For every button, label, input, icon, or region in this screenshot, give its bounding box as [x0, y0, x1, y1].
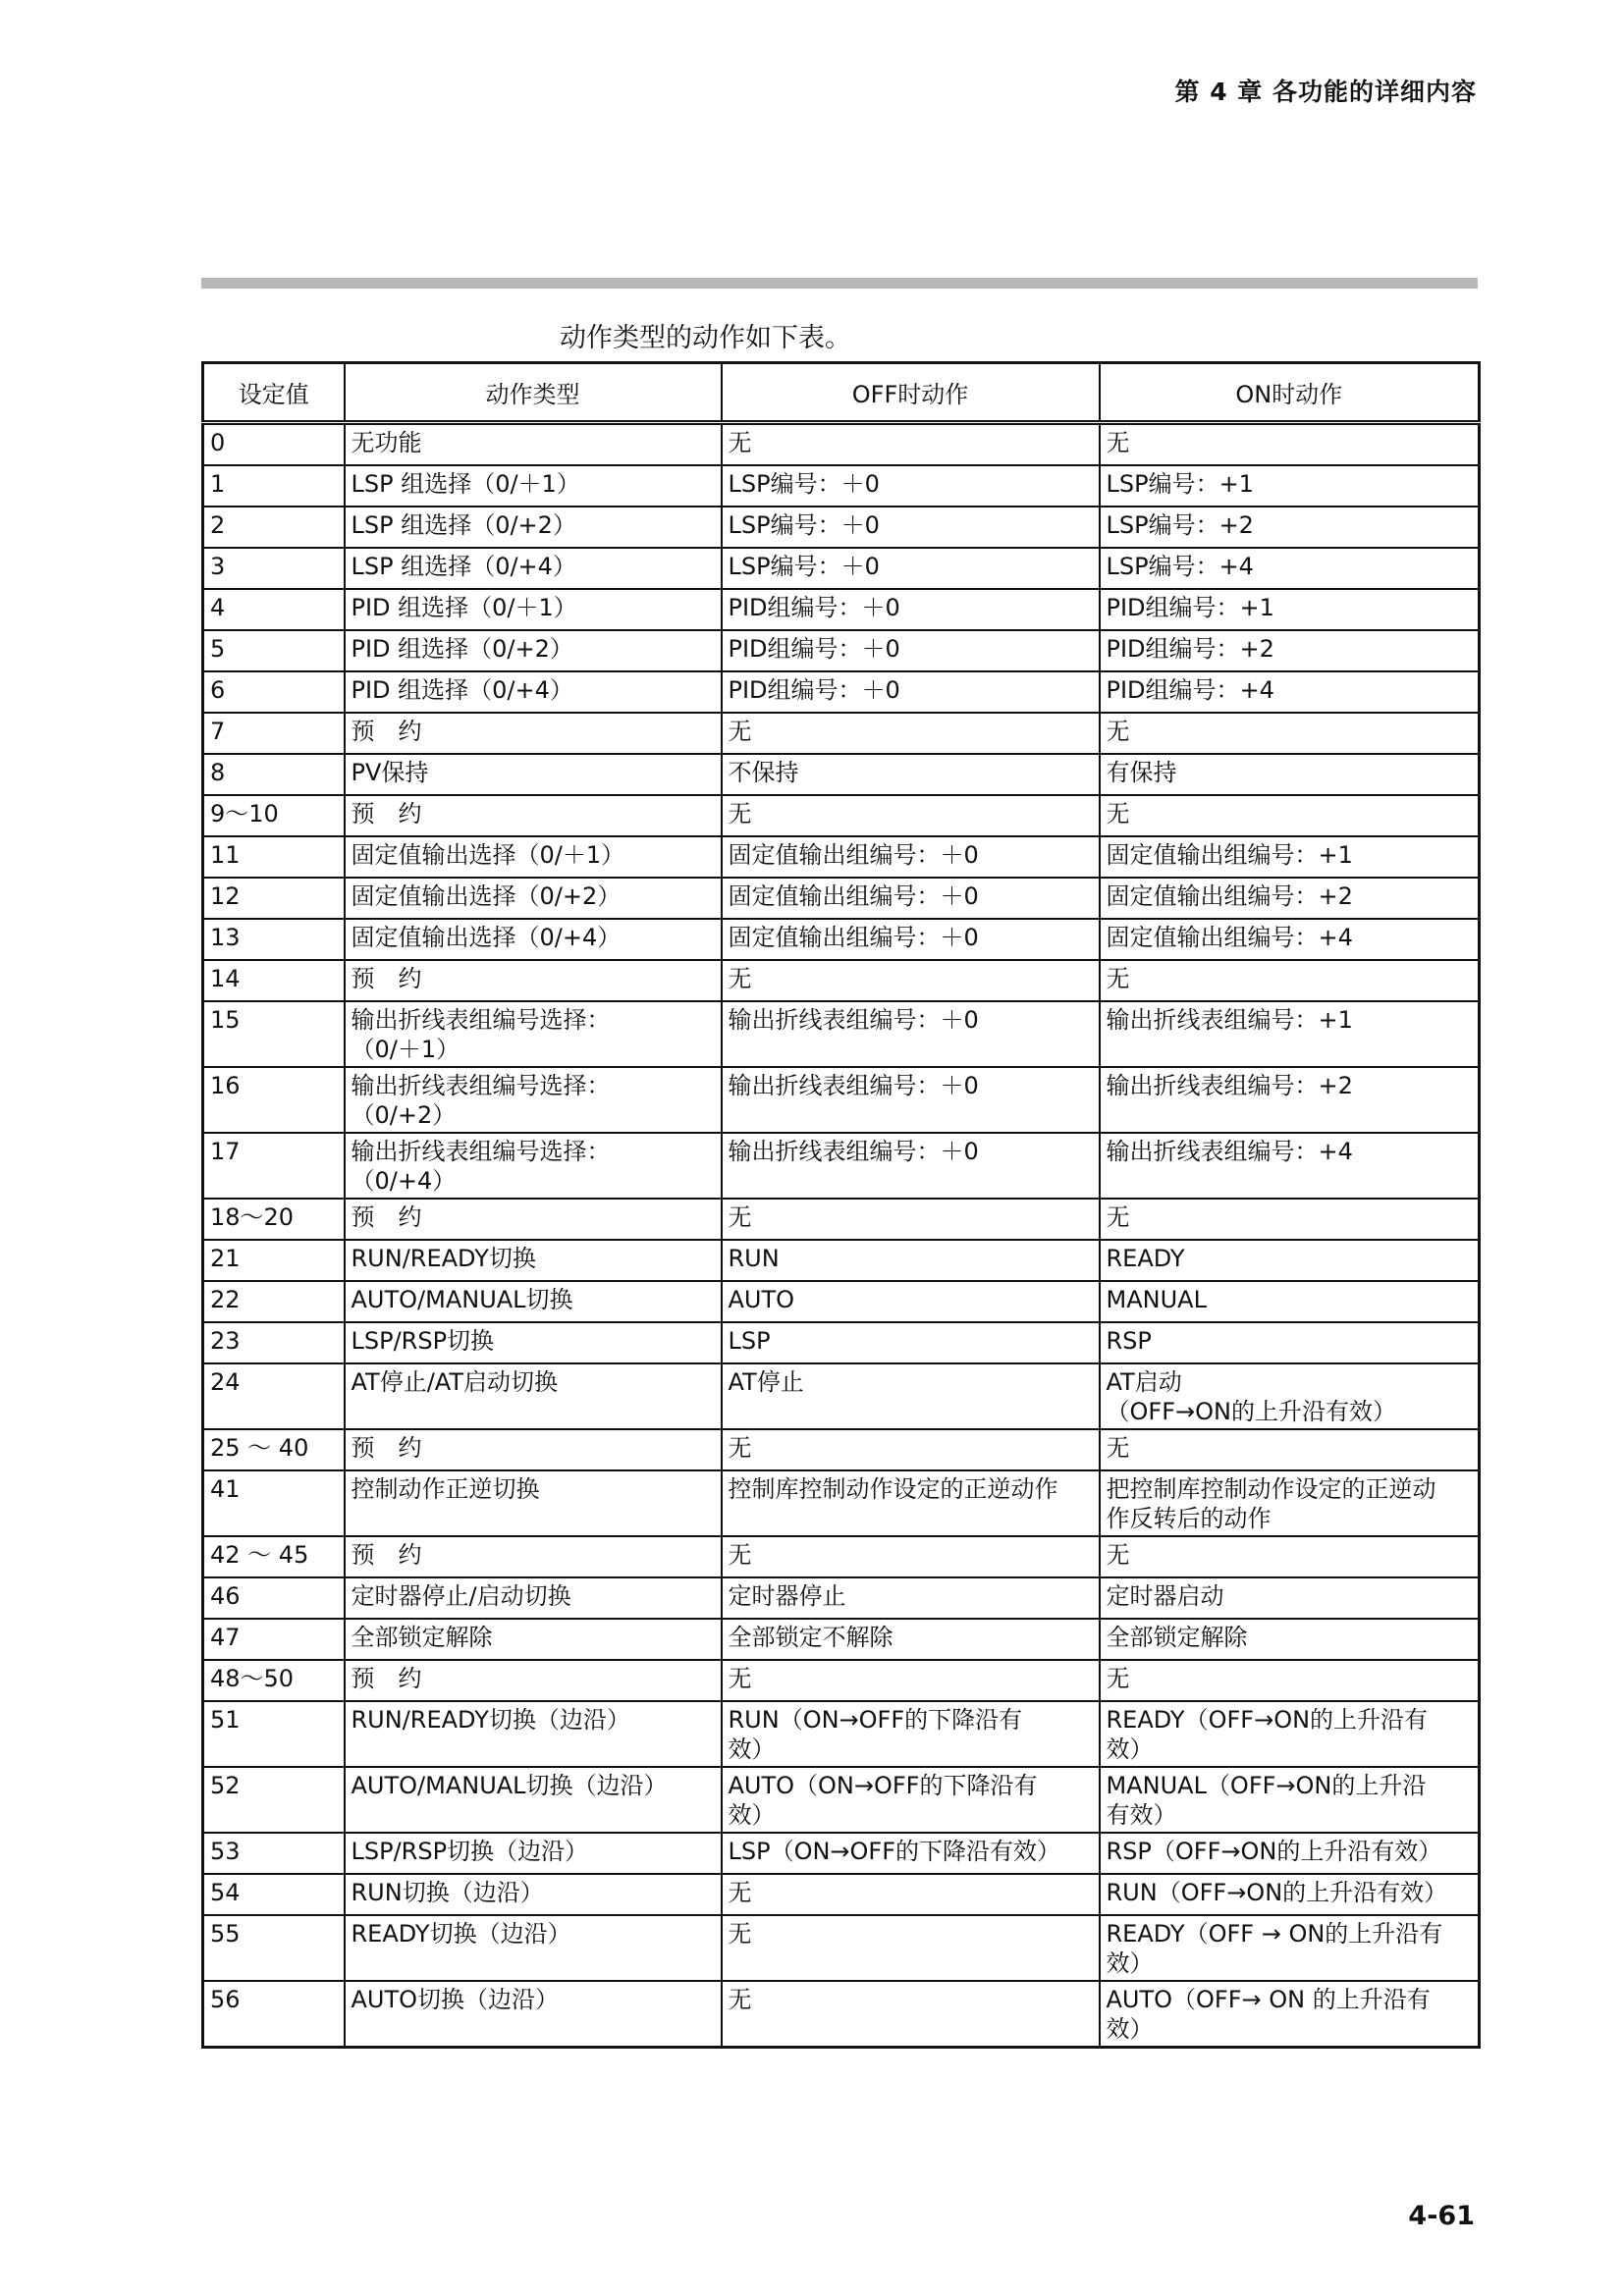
- cell-off-action: 控制库控制动作设定的正逆动作: [722, 1470, 1100, 1536]
- cell-action-type: RUN/READY切换（边沿）: [345, 1701, 722, 1767]
- cell-setting-value: 3: [203, 548, 345, 589]
- table-row: [203, 1001, 1480, 1067]
- cell-setting-value: 47: [203, 1619, 345, 1660]
- table-row: [203, 960, 1480, 1001]
- table-row: [203, 1767, 1480, 1833]
- cell-on-action: 输出折线表组编号：+1: [1100, 1001, 1480, 1067]
- table-row: [203, 1067, 1480, 1133]
- cell-on-action: 无: [1100, 1536, 1480, 1577]
- cell-action-type: 预 约: [345, 960, 722, 1001]
- cell-setting-value: 22: [203, 1281, 345, 1322]
- cell-on-action: LSP编号：+1: [1100, 465, 1480, 507]
- table-row: [203, 1915, 1480, 1981]
- cell-action-type: 无功能: [345, 423, 722, 466]
- cell-on-action: 无: [1100, 423, 1480, 466]
- table-row: [203, 589, 1480, 630]
- table-row: [203, 1281, 1480, 1322]
- table-row: [203, 713, 1480, 754]
- cell-off-action: LSP（ON→OFF的下降沿有效）: [722, 1833, 1100, 1874]
- cell-setting-value: 52: [203, 1767, 345, 1833]
- cell-setting-value: 17: [203, 1133, 345, 1199]
- table-row: [203, 507, 1480, 548]
- header-action-type: 动作类型: [345, 363, 722, 423]
- cell-on-action: READY（OFF → ON的上升沿有 效）: [1100, 1915, 1480, 1981]
- cell-off-action: 无: [722, 1874, 1100, 1915]
- table-row: [203, 795, 1480, 836]
- cell-off-action: 无: [722, 1981, 1100, 2048]
- cell-on-action: 定时器启动: [1100, 1577, 1480, 1619]
- cell-setting-value: 54: [203, 1874, 345, 1915]
- table-row: [203, 1199, 1480, 1240]
- cell-setting-value: 48～50: [203, 1660, 345, 1701]
- cell-off-action: AUTO（ON→OFF的下降沿有 效）: [722, 1767, 1100, 1833]
- cell-off-action: 无: [722, 960, 1100, 1001]
- cell-on-action: PID组编号：+4: [1100, 671, 1480, 713]
- cell-off-action: 无: [722, 795, 1100, 836]
- cell-setting-value: 25 ～ 40: [203, 1429, 345, 1470]
- cell-action-type: 输出折线表组编号选择： （0/+4）: [345, 1133, 722, 1199]
- cell-on-action: 固定值输出组编号：+1: [1100, 836, 1480, 878]
- cell-off-action: 定时器停止: [722, 1577, 1100, 1619]
- table-row: [203, 1363, 1480, 1429]
- header-off-action: OFF时动作: [722, 363, 1100, 423]
- table-row: [203, 630, 1480, 671]
- table-row: [203, 465, 1480, 507]
- cell-off-action: LSP编号：＋0: [722, 548, 1100, 589]
- cell-setting-value: 15: [203, 1001, 345, 1067]
- table-row: [203, 1240, 1480, 1281]
- cell-off-action: 固定值输出组编号：＋0: [722, 878, 1100, 919]
- cell-on-action: RSP（OFF→ON的上升沿有效）: [1100, 1833, 1480, 1874]
- cell-off-action: 无: [722, 713, 1100, 754]
- cell-action-type: LSP 组选择（0/＋1）: [345, 465, 722, 507]
- table-row: [203, 1981, 1480, 2048]
- cell-setting-value: 2: [203, 507, 345, 548]
- table-body: [203, 423, 1480, 2048]
- cell-off-action: RUN（ON→OFF的下降沿有 效）: [722, 1701, 1100, 1767]
- cell-on-action: 全部锁定解除: [1100, 1619, 1480, 1660]
- cell-action-type: PID 组选择（0/+4）: [345, 671, 722, 713]
- cell-action-type: LSP 组选择（0/+2）: [345, 507, 722, 548]
- cell-setting-value: 41: [203, 1470, 345, 1536]
- cell-action-type: 预 约: [345, 713, 722, 754]
- cell-on-action: RUN（OFF→ON的上升沿有效）: [1100, 1874, 1480, 1915]
- cell-action-type: LSP/RSP切换（边沿）: [345, 1833, 722, 1874]
- cell-on-action: READY: [1100, 1240, 1480, 1281]
- cell-off-action: AUTO: [722, 1281, 1100, 1322]
- chapter-header: 第 4 章 各功能的详细内容: [1174, 78, 1477, 106]
- cell-setting-value: 53: [203, 1833, 345, 1874]
- cell-action-type: 预 约: [345, 1660, 722, 1701]
- cell-off-action: LSP编号：＋0: [722, 507, 1100, 548]
- cell-on-action: PID组编号：+2: [1100, 630, 1480, 671]
- cell-action-type: 固定值输出选择（0/+2）: [345, 878, 722, 919]
- cell-action-type: AT停止/AT启动切换: [345, 1363, 722, 1429]
- cell-setting-value: 0: [203, 423, 345, 466]
- cell-setting-value: 9～10: [203, 795, 345, 836]
- cell-action-type: LSP/RSP切换: [345, 1322, 722, 1363]
- cell-setting-value: 5: [203, 630, 345, 671]
- cell-action-type: PID 组选择（0/＋1）: [345, 589, 722, 630]
- header-setting-value: 设定值: [203, 363, 345, 423]
- cell-on-action: 输出折线表组编号：+4: [1100, 1133, 1480, 1199]
- header-on-action: ON时动作: [1100, 363, 1480, 423]
- cell-on-action: AT启动 （OFF→ON的上升沿有效）: [1100, 1363, 1480, 1429]
- cell-off-action: PID组编号：＋0: [722, 630, 1100, 671]
- cell-on-action: 固定值输出组编号：+4: [1100, 919, 1480, 960]
- cell-off-action: 无: [722, 1429, 1100, 1470]
- cell-on-action: 无: [1100, 795, 1480, 836]
- table-row: [203, 1874, 1480, 1915]
- cell-on-action: 把控制库控制动作设定的正逆动 作反转后的动作: [1100, 1470, 1480, 1536]
- cell-action-type: 定时器停止/启动切换: [345, 1577, 722, 1619]
- cell-action-type: PV保持: [345, 754, 722, 795]
- table-row: [203, 671, 1480, 713]
- cell-action-type: LSP 组选择（0/+4）: [345, 548, 722, 589]
- cell-setting-value: 4: [203, 589, 345, 630]
- cell-setting-value: 42 ～ 45: [203, 1536, 345, 1577]
- cell-setting-value: 21: [203, 1240, 345, 1281]
- table-row: [203, 548, 1480, 589]
- cell-action-type: PID 组选择（0/+2）: [345, 630, 722, 671]
- cell-off-action: 无: [722, 1915, 1100, 1981]
- cell-on-action: 无: [1100, 1429, 1480, 1470]
- cell-action-type: 控制动作正逆切换: [345, 1470, 722, 1536]
- cell-on-action: LSP编号：+2: [1100, 507, 1480, 548]
- cell-on-action: 无: [1100, 1660, 1480, 1701]
- cell-action-type: AUTO/MANUAL切换: [345, 1281, 722, 1322]
- cell-off-action: 无: [722, 1199, 1100, 1240]
- table-row: [203, 1470, 1480, 1536]
- cell-on-action: 固定值输出组编号：+2: [1100, 878, 1480, 919]
- cell-setting-value: 6: [203, 671, 345, 713]
- cell-off-action: 无: [722, 423, 1100, 466]
- cell-off-action: 固定值输出组编号：＋0: [722, 836, 1100, 878]
- cell-off-action: 无: [722, 1536, 1100, 1577]
- cell-off-action: LSP编号：＋0: [722, 465, 1100, 507]
- cell-on-action: 无: [1100, 713, 1480, 754]
- cell-setting-value: 16: [203, 1067, 345, 1133]
- cell-action-type: READY切换（边沿）: [345, 1915, 722, 1981]
- table-row: [203, 1133, 1480, 1199]
- cell-on-action: MANUAL（OFF→ON的上升沿 有效）: [1100, 1767, 1480, 1833]
- table-row: [203, 423, 1480, 466]
- cell-action-type: 固定值输出选择（0/+4）: [345, 919, 722, 960]
- cell-action-type: 预 约: [345, 1199, 722, 1240]
- cell-on-action: 无: [1100, 1199, 1480, 1240]
- table-row: [203, 1322, 1480, 1363]
- cell-off-action: AT停止: [722, 1363, 1100, 1429]
- cell-off-action: 固定值输出组编号：＋0: [722, 919, 1100, 960]
- cell-on-action: 输出折线表组编号：+2: [1100, 1067, 1480, 1133]
- cell-off-action: 输出折线表组编号：＋0: [722, 1067, 1100, 1133]
- table-row: [203, 754, 1480, 795]
- cell-setting-value: 23: [203, 1322, 345, 1363]
- cell-on-action: MANUAL: [1100, 1281, 1480, 1322]
- cell-setting-value: 1: [203, 465, 345, 507]
- cell-action-type: 预 约: [345, 1536, 722, 1577]
- cell-off-action: PID组编号：＋0: [722, 671, 1100, 713]
- table-row: [203, 1577, 1480, 1619]
- cell-setting-value: 12: [203, 878, 345, 919]
- cell-action-type: AUTO/MANUAL切换（边沿）: [345, 1767, 722, 1833]
- table-row: [203, 1833, 1480, 1874]
- cell-action-type: 输出折线表组编号选择： （0/＋1）: [345, 1001, 722, 1067]
- table-row: [203, 1429, 1480, 1470]
- cell-on-action: PID组编号：+1: [1100, 589, 1480, 630]
- cell-off-action: 输出折线表组编号：＋0: [722, 1001, 1100, 1067]
- cell-setting-value: 8: [203, 754, 345, 795]
- cell-off-action: PID组编号：＋0: [722, 589, 1100, 630]
- cell-setting-value: 7: [203, 713, 345, 754]
- cell-action-type: RUN切换（边沿）: [345, 1874, 722, 1915]
- cell-off-action: RUN: [722, 1240, 1100, 1281]
- cell-setting-value: 46: [203, 1577, 345, 1619]
- cell-setting-value: 24: [203, 1363, 345, 1429]
- cell-action-type: RUN/READY切换: [345, 1240, 722, 1281]
- cell-setting-value: 18～20: [203, 1199, 345, 1240]
- cell-setting-value: 13: [203, 919, 345, 960]
- cell-on-action: RSP: [1100, 1322, 1480, 1363]
- cell-setting-value: 56: [203, 1981, 345, 2048]
- cell-on-action: AUTO（OFF→ ON 的上升沿有 效）: [1100, 1981, 1480, 2048]
- cell-action-type: AUTO切换（边沿）: [345, 1981, 722, 2048]
- cell-action-type: 输出折线表组编号选择： （0/+2）: [345, 1067, 722, 1133]
- table-row: [203, 1619, 1480, 1660]
- page-number: 4-61: [1408, 2201, 1475, 2231]
- table-row: [203, 919, 1480, 960]
- table-row: [203, 1660, 1480, 1701]
- cell-setting-value: 14: [203, 960, 345, 1001]
- cell-setting-value: 51: [203, 1701, 345, 1767]
- cell-action-type: 固定值输出选择（0/＋1）: [345, 836, 722, 878]
- table-row: [203, 878, 1480, 919]
- cell-action-type: 预 约: [345, 1429, 722, 1470]
- table-row: [203, 1536, 1480, 1577]
- cell-off-action: 不保持: [722, 754, 1100, 795]
- cell-on-action: READY（OFF→ON的上升沿有 效）: [1100, 1701, 1480, 1767]
- cell-off-action: 输出折线表组编号：＋0: [722, 1133, 1100, 1199]
- intro-text: 动作类型的动作如下表。: [560, 323, 851, 353]
- cell-action-type: 预 约: [345, 795, 722, 836]
- table-header-row: [203, 363, 1480, 423]
- cell-off-action: 无: [722, 1660, 1100, 1701]
- cell-off-action: 全部锁定不解除: [722, 1619, 1100, 1660]
- table-row: [203, 836, 1480, 878]
- cell-setting-value: 11: [203, 836, 345, 878]
- cell-setting-value: 55: [203, 1915, 345, 1981]
- action-type-table: [201, 361, 1481, 2049]
- cell-on-action: 无: [1100, 960, 1480, 1001]
- cell-on-action: 有保持: [1100, 754, 1480, 795]
- cell-action-type: 全部锁定解除: [345, 1619, 722, 1660]
- cell-on-action: LSP编号：+4: [1100, 548, 1480, 589]
- table-row: [203, 1701, 1480, 1767]
- cell-off-action: LSP: [722, 1322, 1100, 1363]
- section-divider: [201, 278, 1478, 289]
